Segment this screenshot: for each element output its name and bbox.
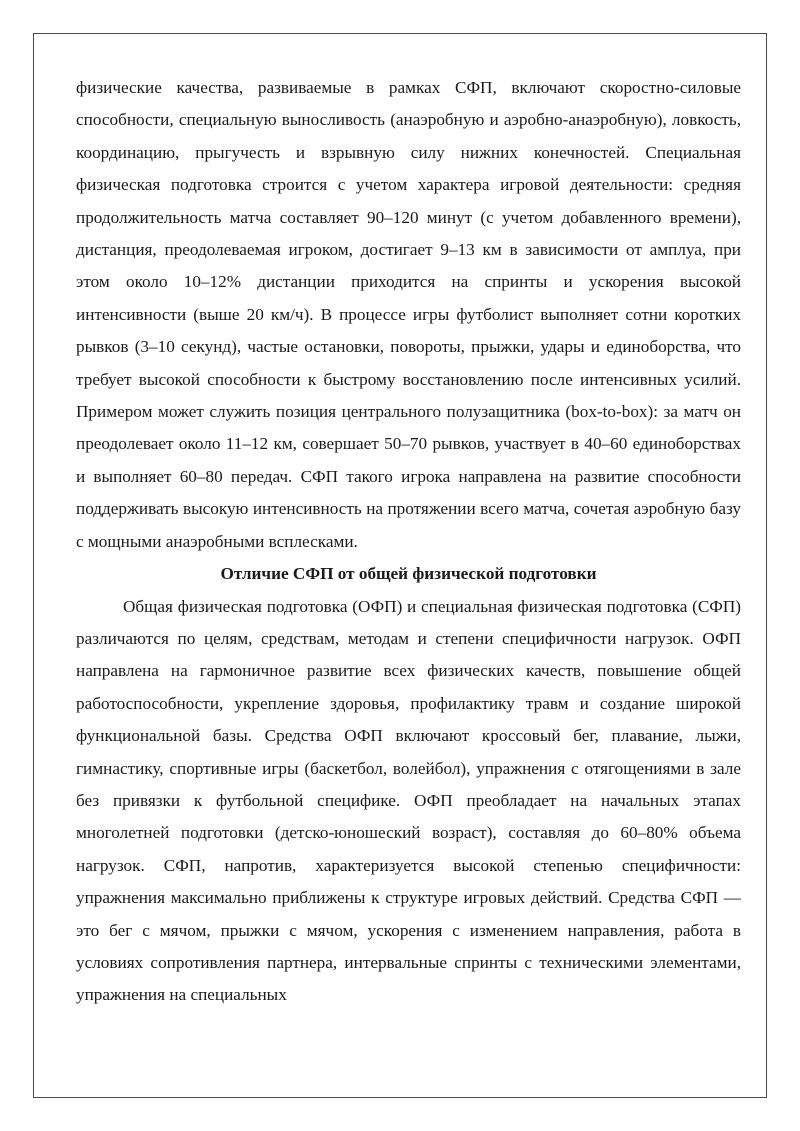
body-paragraph: физические качества, развиваемые в рамках СФП, включают скоростно-силовые способности, специальную выносливость (анаэробную и аэробно-анаэробную), ловкость, координацию, прыгучесть и взрывную силу нижних конечностей. Специальная физическая подготовка строится с учетом характера игровой деятельности: средняя продолжительность матча составляет 90–120 минут (с учетом добавленного времени), дистанция, преодолеваемая игроком, достигает 9–13 км в зависимости от амплуа, при этом около 10–12% дистанции приходится на спринты и ускорения высокой интенсивности (выше 20 км/ч). В процессе игры футболист выполняет сотни коротких рывков (3–10 секунд), частые остановки, повороты, прыжки, удары и единоборства, что требует высокой способности к быстрому восстановлению после интенсивных усилий. Примером может служить позиция центрального полузащитника (box-to-box): за матч он преодолевает около 11–12 км, совершает 50–70 рывков, участвует в 40–60 единоборствах и выполняет 60–80 передач. СФП такого игрока направлена на развитие способности поддерживать высокую интенсивность на протяжении всего матча, сочетая аэробную базу с мощными анаэробными всплесками. bbox=[76, 78, 741, 551]
section-heading: Отличие СФП от общей физической подготовки bbox=[220, 564, 597, 584]
document-body bbox=[76, 72, 741, 1012]
body-paragraph: Общая физическая подготовка (ОФП) и специальная физическая подготовка (СФП) различаются по целям, средствам, методам и степени специфичности нагрузок. ОФП направлена на гармоничное развитие всех физических качеств, повышение общей работоспособности, укрепление здоровья, профилактику травм и создание широкой функциональной базы. Средства ОФП включают кроссовый бег, плавание, лыжи, гимнастику, спортивные игры (баскетбол, волейбол), упражнения с отягощениями в зале без привязки к футбольной специфике. ОФП преобладает на начальных этапах многолетней подготовки (детско-юношеский возраст), составляя до 60–80% объема нагрузок. СФП, напротив, характеризуется высокой степенью специфичности: упражнения максимально приближены к структуре игровых действий. Средства СФП — это бег с мячом, прыжки с мячом, ускорения с изменением направления, работа в условиях сопротивления партнера, интервальные спринты с техническими элементами, упражнения на специальных bbox=[76, 596, 741, 1005]
